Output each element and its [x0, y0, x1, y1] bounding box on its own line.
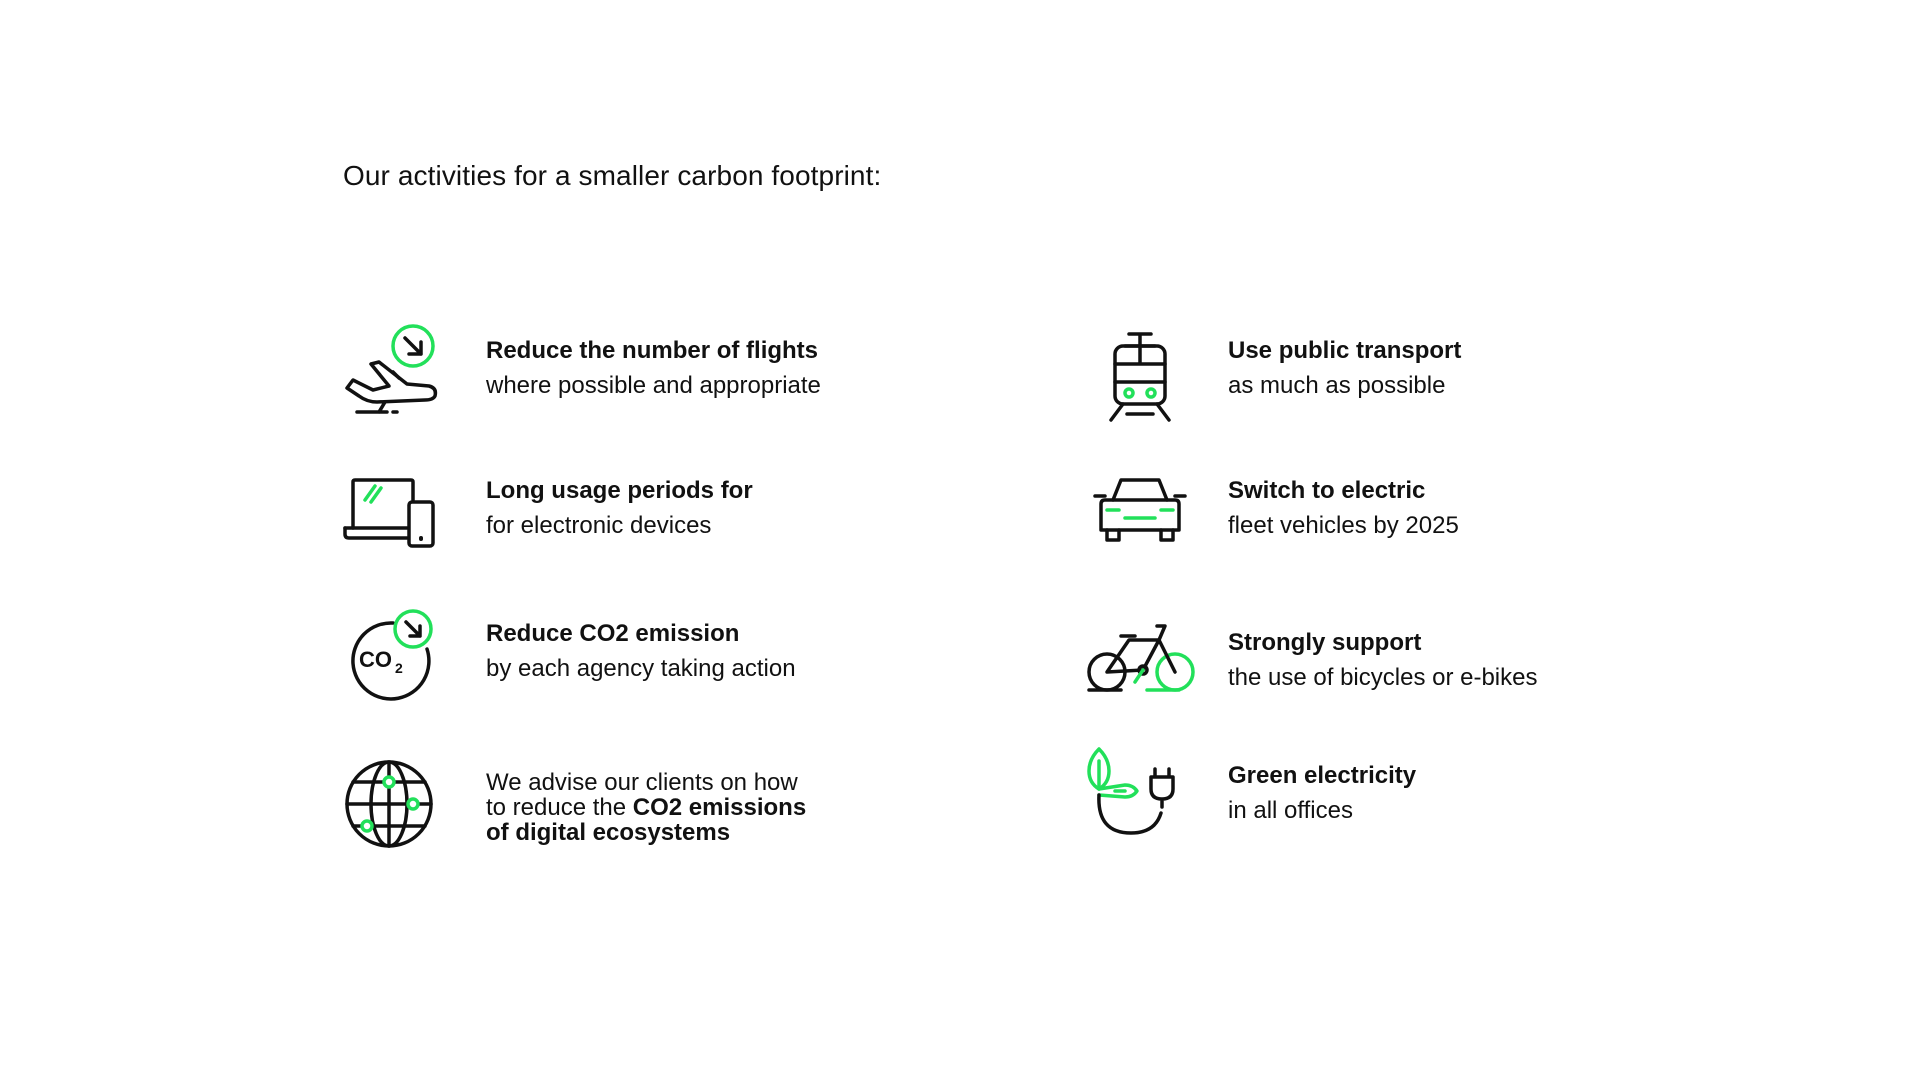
activity-title: Green electricity [1228, 762, 1417, 789]
activity-text [1228, 333, 1461, 403]
globe-network-icon [343, 750, 453, 860]
train-icon [1085, 320, 1195, 430]
activity-line-2-prefix: to reduce the [486, 794, 633, 821]
activity-line-3: of digital ecosystems [486, 819, 731, 846]
page-title: Our activities for a smaller carbon footprint: [343, 160, 882, 191]
activity-text [486, 333, 821, 403]
activity-line-2-bold: CO2 emissions [632, 794, 807, 821]
activity-text [1228, 758, 1416, 828]
bicycle-icon [1085, 612, 1195, 722]
activity-title: Use public transport [1228, 337, 1462, 364]
laptop-phone-icon [343, 460, 453, 570]
leaf-plug-icon [1085, 745, 1195, 855]
activity-subtitle: in all offices [1228, 797, 1353, 824]
activity-public-transport [1085, 320, 1785, 430]
activity-subtitle: fleet vehicles by 2025 [1228, 512, 1459, 539]
activity-bicycles [1085, 612, 1785, 722]
activity-text [486, 616, 796, 686]
activity-text [1228, 625, 1537, 695]
activity-title: Strongly support [1228, 629, 1422, 656]
activity-reduce-co2 [343, 603, 1043, 713]
activity-subtitle: as much as possible [1228, 372, 1446, 399]
activity-title: Reduce the number of flights [486, 337, 819, 364]
activity-text [1228, 473, 1459, 543]
activity-text [486, 473, 753, 543]
activity-subtitle: by each agency taking action [486, 655, 796, 682]
activity-title: Long usage periods for [486, 477, 753, 504]
activity-long-usage-devices [343, 460, 1043, 570]
activity-advise-clients [343, 750, 1043, 860]
airplane-descending-icon [343, 320, 453, 430]
activity-line-1: We advise our clients on how [486, 769, 798, 796]
activity-reduce-flights [343, 320, 1043, 430]
svg-text:2: 2 [395, 660, 403, 676]
activity-subtitle: where possible and appropriate [486, 372, 821, 399]
co2-reduction-icon [343, 603, 453, 713]
activity-title: Switch to electric [1228, 477, 1426, 504]
activity-subtitle: for electronic devices [486, 512, 712, 539]
electric-car-icon [1085, 460, 1195, 570]
activity-text [486, 770, 806, 845]
activity-green-electricity [1085, 745, 1785, 855]
activity-subtitle: the use of bicycles or e-bikes [1228, 664, 1538, 691]
activity-title: Reduce CO2 emission [486, 620, 740, 647]
activity-electric-fleet [1085, 460, 1785, 570]
activity-line-2 [486, 795, 806, 820]
svg-text:CO: CO [359, 647, 392, 672]
